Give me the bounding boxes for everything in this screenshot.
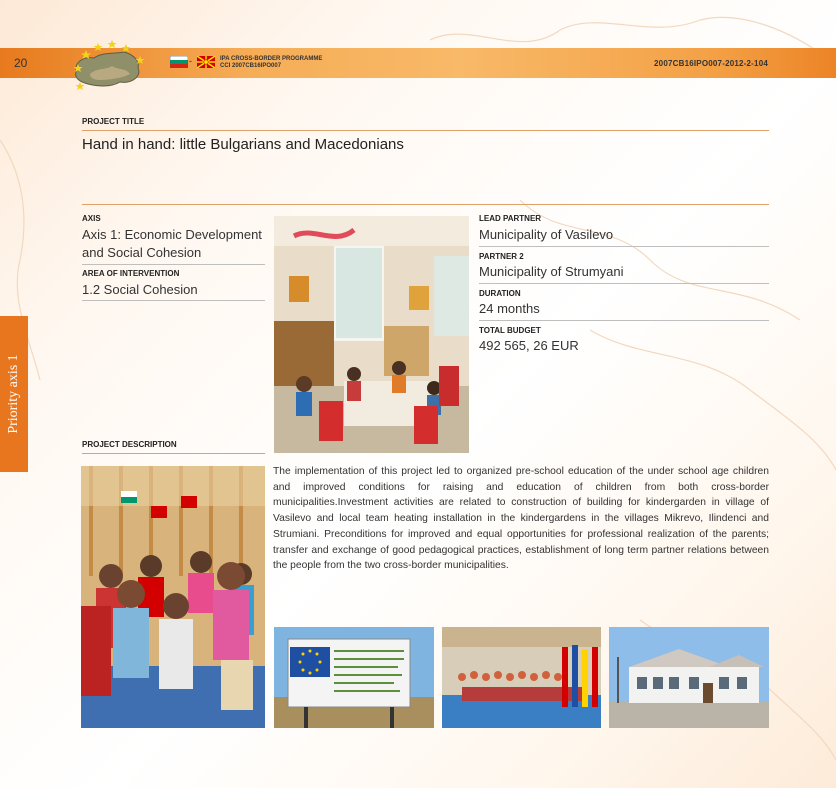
children-with-flags-photo <box>81 466 265 728</box>
priority-axis-tab <box>0 316 28 472</box>
lead-partner-rule <box>479 246 769 247</box>
programme-name: IPA CROSS-BORDER PROGRAMME CCI 2007CB16IPO007 <box>220 56 323 69</box>
priority-axis-label: Priority axis 1 <box>6 354 21 434</box>
macedonia-flag-icon <box>197 56 215 68</box>
partner2-label: PARTNER 2 <box>479 252 524 261</box>
page-number: 20 <box>14 56 28 70</box>
axis-value-line2: and Social Cohesion <box>82 245 202 260</box>
area-rule <box>82 300 265 301</box>
area-label: AREA OF INTERVENTION <box>82 269 180 278</box>
partner2-rule <box>479 283 769 284</box>
description-label: PROJECT DESCRIPTION <box>82 440 177 449</box>
partner2-value: Municipality of Strumyani <box>479 264 624 279</box>
flag-separator: - <box>189 56 192 66</box>
axis-label: AXIS <box>82 214 101 223</box>
classroom-photo <box>274 216 469 453</box>
project-title: Hand in hand: little Bulgarians and Macedonians <box>82 136 404 153</box>
budget-value: 492 565, 26 EUR <box>479 338 579 353</box>
lead-partner-value: Municipality of Vasilevo <box>479 227 614 242</box>
axis-rule <box>82 264 265 265</box>
gym-performance-photo <box>442 627 601 728</box>
project-description: The implementation of this project led to organized pre-school education of the under school age children and improved conditions for raising and education of children from both cross-border municipalities.Investment activities are related to construction of building for kindergarden in village of Vasilevo and local team heating installation in the kindergardens in the villages Mikrevo, Ilindenci and Strumiani. Preconditions for improved and equal opportunities for professional realization of the parents; transfer and exchange of good pedagogical practices, establishment of long term partner relations between the people from the two cross-border municipalities. <box>273 466 769 572</box>
budget-label: TOTAL BUDGET <box>479 326 541 335</box>
description-rule <box>82 453 265 454</box>
title-rule <box>82 130 769 131</box>
kindergarten-building-photo <box>609 627 769 728</box>
bulgaria-flag-icon <box>170 56 188 68</box>
axis-value-line1: Axis 1: Economic Development <box>82 227 262 242</box>
section-rule <box>82 204 769 205</box>
project-title-label: PROJECT TITLE <box>82 117 145 126</box>
project-code: 2007CB16IPO007-2012-2-104 <box>654 59 768 68</box>
eu-stars-map-logo-icon <box>66 38 148 92</box>
duration-rule <box>479 320 769 321</box>
lead-partner-label: LEAD PARTNER <box>479 214 542 223</box>
area-value: 1.2 Social Cohesion <box>82 282 198 297</box>
duration-value: 24 months <box>479 301 540 316</box>
duration-label: DURATION <box>479 289 521 298</box>
eu-billboard-photo <box>274 627 434 728</box>
